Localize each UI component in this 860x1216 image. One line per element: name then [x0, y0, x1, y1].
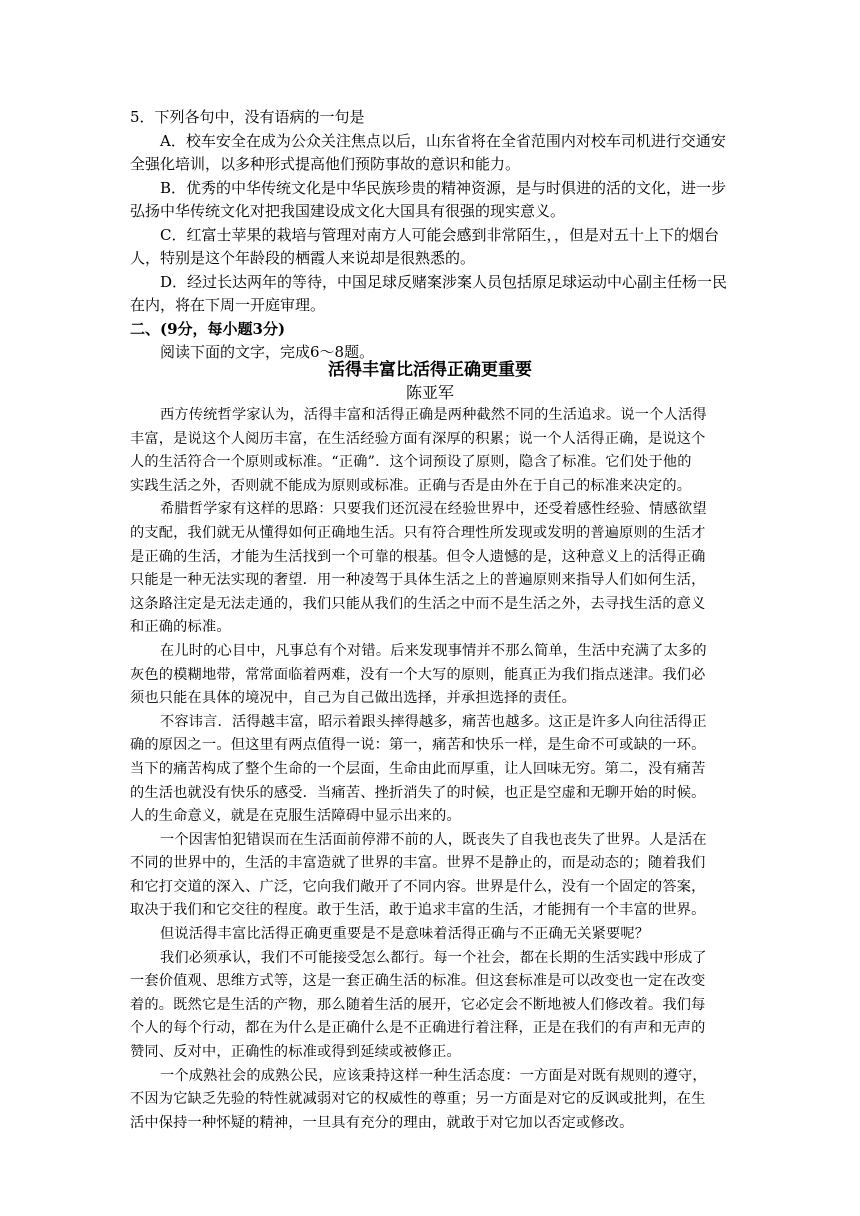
paragraph-line: 灰色的模糊地带，常常面临着两难，没有一个大写的原则，能真正为我们指点迷津。我们必: [130, 666, 706, 683]
paragraph-line: 和正确的标准。: [130, 619, 231, 636]
paragraph-line: 个人的每个行动，都在为什么是正确什么是不正确进行着注释，正是在我们的有声和无声的: [130, 1020, 706, 1037]
paragraph-line: 我们必须承认，我们不可能接受怎么都行。每一个社会，都在长期的生活实践中形成了: [160, 949, 707, 966]
section-2-heading: 二、(9分，每小题3分): [130, 319, 286, 338]
option-a-line-2: 全强化培训，以多种形式提高他们预防事故的意识和能力。: [130, 155, 521, 173]
paragraph-line: 人的生命意义，就是在克服生活障碍中显示出来的。: [130, 808, 461, 825]
paragraph-line: 这条路注定是无法走通的，我们只能从我们的生活之中而不是生活之外，去寻找生活的意义: [130, 595, 706, 612]
paragraph-line: 着的。既然它是生活的产物，那么随着生活的展开，它必定会不断地被人们修改着。我们每: [130, 996, 706, 1013]
paragraph-2: [130, 498, 730, 640]
paragraph-line: 实践生活之外，否则就不能成为原则或标准。正确与否是由外在于自己的标准来决定的。: [130, 477, 692, 494]
paragraph-line: 须也只能在具体的境况中，自己为自己做出选择，并承担选择的责任。: [130, 690, 577, 707]
paragraph-line: 的支配，我们就无从懂得如何正确地生活。只有符合理性所发现或发明的普遍原则的生活才: [130, 524, 706, 541]
paragraph-line: 不因为它缺乏先验的特性就减弱对它的权威性的尊重；另一方面是对它的反讽或批判，在生: [130, 1091, 706, 1108]
article-body: [130, 404, 730, 1135]
paragraph-line: 当下的痛苦构成了整个生命的一个层面，生命由此而厚重，让人回味无穷。第二，没有痛苦: [130, 760, 706, 777]
section-2-instruction: 阅读下面的文字，完成6～8题。: [160, 343, 375, 361]
paragraph-6: [130, 923, 730, 947]
option-b-line-1: B．优秀的中华传统文化是中华民族珍贵的精神资源，是与时俱进的活的文化，进一步: [160, 178, 727, 197]
paragraph-line: 希腊哲学家有这样的思路：只要我们还沉浸在经验世界中，还受着感性经验、情感欲望: [160, 501, 707, 518]
article-author: 陈亚军: [405, 383, 454, 402]
paragraph-line: 不同的世界中的，生活的丰富造就了世界的丰富。世界不是静止的，而是动态的；随着我们: [130, 855, 706, 872]
paragraph-line: 一套价值观、思维方式等，这是一套正确生活的标准。但这套标准是可以改变也一定在改变: [130, 973, 706, 990]
paragraph-line: 在儿时的心目中，凡事总有个对错。后来发现事情并不那么简单，生活中充满了太多的: [160, 642, 707, 659]
paragraph-line: 是正确的生活，才能为生活找到一个可靠的根基。但令人遗憾的是，这种意义上的活得正确: [130, 548, 706, 565]
question-5: [130, 106, 730, 365]
paragraph-line: 取决于我们和它交往的程度。敢于生活，敢于追求丰富的生活，才能拥有一个丰富的世界。: [130, 902, 706, 919]
article-title: 活得丰富比活得正确更重要: [328, 360, 532, 380]
option-d-line-2: 在内，将在下周一开庭审理。: [130, 296, 326, 314]
paragraph-5: [130, 829, 730, 923]
paragraph-line: 一个因害怕犯错误而在生活面前停滞不前的人，既丧失了自我也丧失了世界。人是活在: [160, 831, 707, 848]
option-c-line-2: 人，特别是这个年龄段的栖霞人来说却是很熟悉的。: [130, 249, 476, 267]
option-b-line-2: 弘扬中华传统文化对把我国建设成文化大国具有很强的现实意义。: [130, 202, 566, 220]
paragraph-8: [130, 1065, 730, 1136]
paragraph-line: 一个成熟社会的成熟公民，应该秉持这样一种生活态度：一方面是对既有规则的遵守，: [160, 1067, 707, 1084]
paragraph-line: 丰富，是说这个人阅历丰富，在生活经验方面有深厚的积累；说一个人活得正确，是说这个: [130, 430, 706, 447]
paragraph-line: 活中保持一种怀疑的精神，一旦具有充分的理由，就敢于对它加以否定或修改。: [130, 1114, 634, 1131]
paragraph-line: 西方传统哲学家认为，活得丰富和活得正确是两种截然不同的生活追求。说一个人活得: [160, 407, 707, 423]
paragraph-line: 人的生活符合一个原则或标准。“正确”．这个词预设了原则，隐含了标准。它们处于他的: [130, 454, 692, 471]
paragraph-line: 赞同、反对中，正确性的标准或得到延续或被修正。: [130, 1044, 461, 1061]
paragraph-7: [130, 947, 730, 1065]
paragraph-1: [130, 404, 730, 498]
option-c-line-1: C．红富士苹果的栽培与管理对南方人可能会感到非常陌生，，但是对五十上下的烟台: [160, 225, 719, 244]
paragraph-3: [130, 640, 730, 711]
option-a-line-1: A．校车安全在成为公众关注焦点以后，山东省将在全省范围内对校车司机进行交通安: [160, 131, 726, 150]
paragraph-line: 确的原因之一。但这里有两点值得一说：第一，痛苦和快乐一样，是生命不可或缺的一环。: [130, 737, 706, 754]
paragraph-line: 不容讳言．活得越丰富，昭示着跟头摔得越多，痛苦也越多。这正是许多人向往活得正: [160, 713, 707, 730]
question-stem: 5．下列各句中，没有语病的一句是: [130, 108, 365, 126]
option-d-line-1: D．经过长达两年的等待，中国足球反赌案涉案人员包括原足球运动中心副主任杨一民: [160, 272, 728, 291]
paragraph-4: [130, 711, 730, 829]
paragraph-line: 的生活也就没有快乐的感受．当痛苦、挫折消失了的时候，也正是空虚和无聊开始的时候。: [130, 784, 706, 801]
paragraph-line: 但说活得丰富比活得正确更重要是不是意味着活得正确与不正确无关紧要呢？: [160, 926, 650, 943]
paragraph-line: 和它打交道的深入、广泛，它向我们敞开了不同内容。世界是什么，没有一个固定的答案，: [130, 878, 706, 895]
paragraph-line: 只能是一种无法实现的奢望．用一种凌驾于具体生活之上的普遍原则来指导人们如何生活，: [130, 572, 706, 589]
